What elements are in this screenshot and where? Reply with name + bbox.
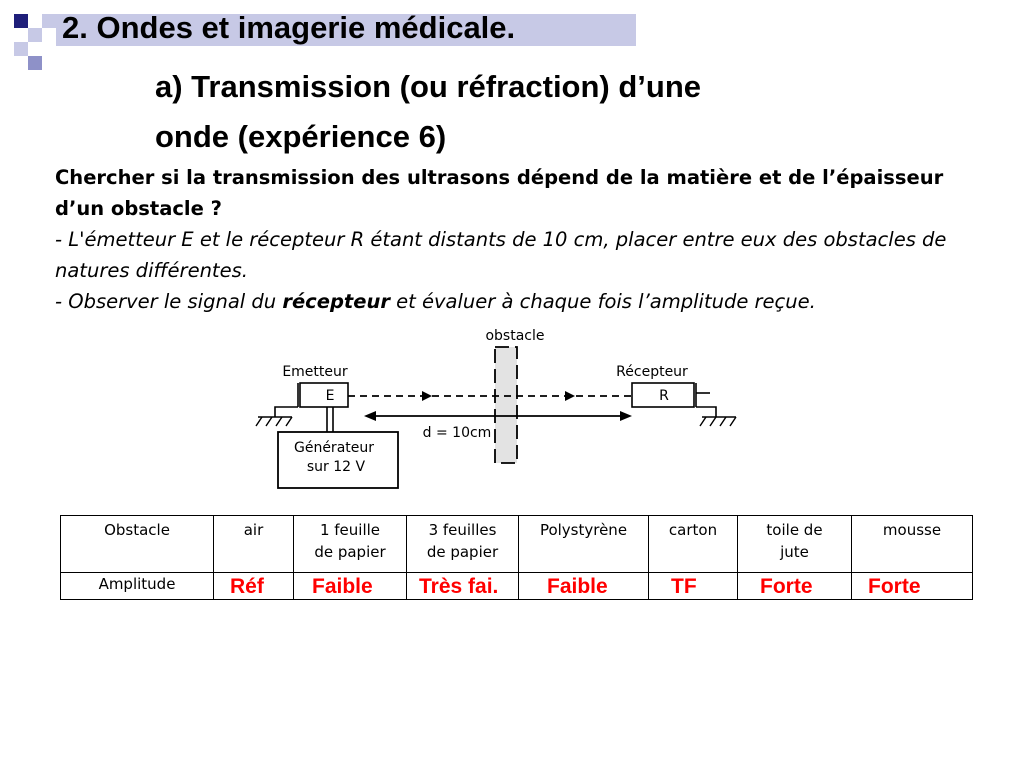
instruction-step-2	[55, 286, 975, 317]
emitter-label: Emetteur	[282, 364, 348, 380]
experiment-diagram	[250, 325, 750, 495]
table-row-amplitude	[61, 573, 973, 600]
table-header-obstacle: Obstacle	[61, 516, 214, 573]
instructions	[55, 162, 975, 317]
table-cell-obstacle: 3 feuilles de papier	[407, 516, 519, 573]
receiver-letter: R	[659, 388, 669, 404]
step2-text-bold: récepteur	[282, 290, 390, 313]
decor-square-light	[28, 28, 42, 42]
step2-text-after: et évaluer à chaque fois l’amplitude reçue.	[389, 290, 816, 313]
generator-label-2: sur 12 V	[306, 459, 366, 475]
emitter-letter: E	[325, 388, 335, 404]
receiver-ground-wire	[696, 407, 716, 417]
instruction-step-1: - L'émetteur E et le récepteur R étant distants de 10 cm, placer entre eux des obstacles de natures différentes.	[55, 228, 947, 282]
subtitle-line-2: onde (expérience 6)	[155, 119, 447, 154]
table-cell-amplitude: Très fai.	[407, 573, 519, 600]
obstacle-block	[495, 347, 517, 463]
generator-label-1: Générateur	[293, 440, 375, 456]
research-question: Chercher si la transmission des ultrasons dépend de la matière et de l’épaisseur d’un obstacle ?	[55, 166, 944, 220]
distance-label: d = 10cm	[422, 425, 492, 441]
decor-square-dark	[14, 14, 28, 28]
wave-arrow-icon	[565, 391, 575, 401]
results-table	[60, 515, 973, 600]
slide-subtitle	[155, 62, 701, 162]
table-cell-amplitude: Forte	[738, 573, 852, 600]
table-row-obstacles	[61, 516, 973, 573]
table-cell-amplitude: Faible	[294, 573, 407, 600]
table-cell-obstacle: Polystyrène	[519, 516, 649, 573]
table-cell-obstacle: toile de jute	[738, 516, 852, 573]
table-cell-amplitude: Réf	[214, 573, 294, 600]
table-cell-obstacle: 1 feuille de papier	[294, 516, 407, 573]
emitter-ground-wire	[275, 407, 298, 417]
arrow-left-icon	[364, 411, 376, 421]
decor-square-mid	[28, 56, 42, 70]
wave-arrow-icon	[422, 391, 432, 401]
table-header-amplitude: Amplitude	[61, 573, 214, 600]
slide-title: 2. Ondes et imagerie médicale.	[62, 10, 516, 45]
step2-text-before: - Observer le signal du	[55, 290, 283, 313]
table-cell-amplitude: Forte	[852, 573, 973, 600]
emitter-box	[300, 383, 348, 407]
arrow-right-icon	[620, 411, 632, 421]
obstacle-label: obstacle	[485, 328, 545, 344]
decor-square-light	[42, 14, 56, 28]
subtitle-line-1: a) Transmission (ou réfraction) d’une	[155, 69, 702, 104]
decor-square-light	[14, 42, 28, 56]
table-cell-obstacle: carton	[649, 516, 738, 573]
table-cell-obstacle: air	[214, 516, 294, 573]
table-cell-amplitude: Faible	[519, 573, 649, 600]
receiver-label: Récepteur	[616, 364, 688, 380]
table-cell-obstacle: mousse	[852, 516, 973, 573]
table-cell-amplitude: TF	[649, 573, 738, 600]
